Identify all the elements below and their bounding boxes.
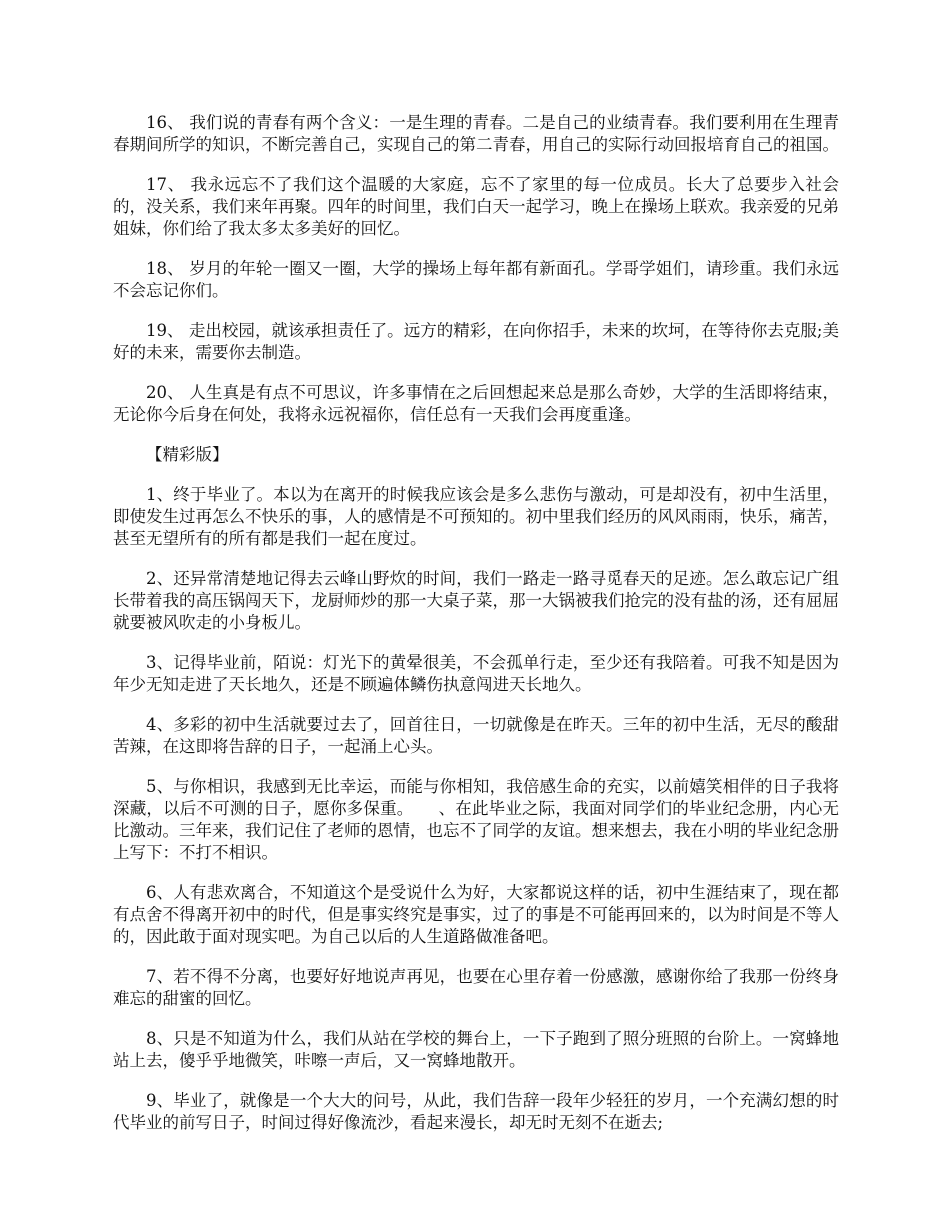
paragraph-9: 9、毕业了，就像是一个大大的问号，从此，我们告辞一段年少轻狂的岁月，一个充满幻想的时代毕业的前写日子，时间过得好像流沙，看起来漫长，却无时无刻不在逝去;	[113, 1091, 839, 1132]
paragraph-17: 17、 我永远忘不了我们这个温暖的大家庭，忘不了家里的每一位成员。长大了总要步入社会的，没关系，我们来年再聚。四年的时间里，我们白天一起学习，晚上在操场上联欢。我亲爱的兄弟姐妹，你们给了我太多太多美好的回忆。	[113, 175, 839, 238]
paragraph-5: 5、与你相识，我感到无比幸运，而能与你相知，我倍感生命的充实，以前嬉笑相伴的日子我将深藏，以后不可测的日子，愿你多保重。 、在此毕业之际，我面对同学们的毕业纪念册，内心无比激动。三年来，我们记住了老师的恩情，也忘不了同学的友谊。想来想去，我在小明的毕业纪念册上写下：不打不相识。	[113, 777, 839, 862]
paragraph-6: 6、人有悲欢离合，不知道这个是受说什么为好，大家都说这样的话，初中生涯结束了，现在都有点舍不得离开初中的时代，但是事实终究是事实，过了的事是不可能再回来的，以为时间是不等人的，因此敢于面对现实吧。为自己以后的人生道路做准备吧。	[113, 883, 839, 946]
document-body	[113, 112, 839, 1152]
paragraph-7: 7、若不得不分离，也要好好地说声再见，也要在心里存着一份感激，感谢你给了我那一份终身难忘的甜蜜的回忆。	[113, 967, 839, 1008]
paragraph-8: 8、只是不知道为什么，我们从站在学校的舞台上，一下子跑到了照分班照的台阶上。一窝蜂地站上去，傻乎乎地微笑，咔嚓一声后，又一窝蜂地散开。	[113, 1029, 839, 1070]
paragraph-2: 2、还异常清楚地记得去云峰山野炊的时间，我们一路走一路寻觅春天的足迹。怎么敢忘记广组长带着我的高压锅闯天下，龙厨师炒的那一大桌子菜，那一大锅被我们抢完的没有盐的汤，还有屈屈就要被风吹走的小身板儿。	[113, 569, 839, 632]
paragraph-1: 1、终于毕业了。本以为在离开的时候我应该会是多么悲伤与激动，可是却没有，初中生活里，即使发生过再怎么不快乐的事，人的感情是不可预知的。初中里我们经历的风风雨雨，快乐，痛苦，甚至无望所有的所有都是我们一起在度过。	[113, 485, 839, 548]
paragraph-4: 4、多彩的初中生活就要过去了，回首往日，一切就像是在昨天。三年的初中生活，无尽的酸甜苦辣，在这即将告辞的日子，一起涌上心头。	[113, 715, 839, 756]
paragraph-19: 19、 走出校园，就该承担责任了。远方的精彩，在向你招手，未来的坎坷，在等待你去克服;美好的未来，需要你去制造。	[113, 321, 839, 362]
paragraph-20: 20、 人生真是有点不可思议，许多事情在之后回想起来总是那么奇妙，大学的生活即将结束，无论你今后身在何处，我将永远祝福你，信任总有一天我们会再度重逢。	[113, 383, 839, 424]
section-heading: 【精彩版】	[146, 445, 229, 464]
paragraph-16: 16、 我们说的青春有两个含义：一是生理的青春。二是自己的业绩青春。我们要利用在生理青春期间所学的知识，不断完善自己，实现自己的第二青春，用自己的实际行动回报培育自己的祖国。	[113, 113, 839, 154]
paragraph-3: 3、记得毕业前，陌说：灯光下的黄晕很美，不会孤单行走，至少还有我陪着。可我不知是因为年少无知走进了天长地久，还是不顾遍体鳞伤执意闯进天长地久。	[113, 653, 839, 694]
paragraph-18: 18、 岁月的年轮一圈又一圈，大学的操场上每年都有新面孔。学哥学姐们，请珍重。我们永远不会忘记你们。	[113, 259, 839, 300]
